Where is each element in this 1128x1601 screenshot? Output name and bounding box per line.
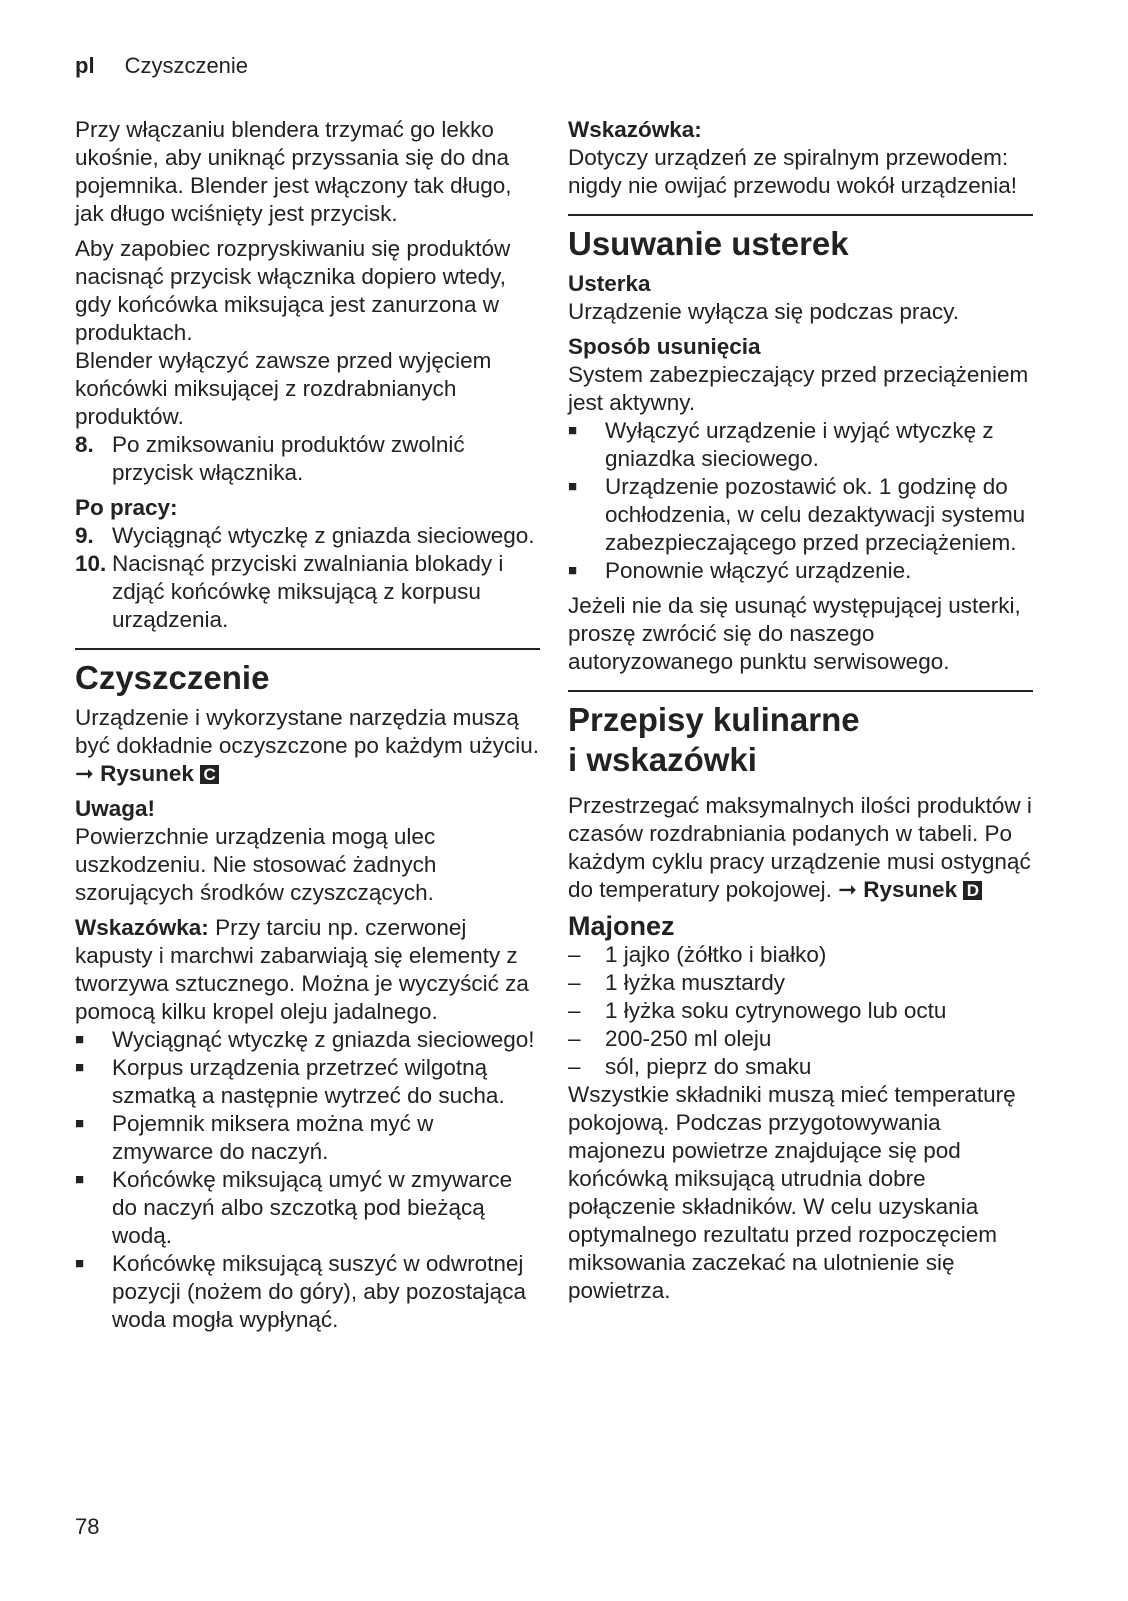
list-item: ■ Urządzenie pozostawić ok. 1 godzinę do ochłodzenia, w celu dezaktywacji systemu zabezpieczającego przed przeciążeniem. — [568, 474, 1026, 555]
divider — [75, 648, 540, 650]
arrow-right-icon: ➞ — [75, 761, 94, 786]
after-use-label: Po pracy: — [75, 495, 178, 520]
square-bullet-icon: ■ — [75, 1255, 85, 1272]
section-heading: Usuwanie usterek — [568, 225, 849, 262]
recipe-heading: Majonez — [568, 911, 675, 941]
tip-label: Wskazówka: — [75, 915, 209, 940]
section-title: Czyszczenie — [124, 53, 249, 78]
tip-text: Dotyczy urządzeń ze spiralnym przewodem: nigdy nie owijać przewodu wokół urządzenia! — [568, 145, 1018, 198]
divider — [568, 690, 1033, 692]
right-column: Wskazówka: Dotyczy urządzeń ze spiralnym przewodem: nigdy nie owijać przewodu wokół urządzenia! Usuwanie usterek Usterka Urządzenie wyłącza się podczas pracy. Sposób usunięcia System zabezpieczający przed przeciążeniem jest aktywny. ■ Wyłączyć urządzenie i wyjąć wtyczkę z gniazdka sieciowego. ■ Urządzenie pozostawić ok. 1 godzinę do ochłodzenia, w celu dezaktywacji systemu zabezpieczającego przed przeciążeniem. ■ Ponownie włączyć urządzenie. Jeżeli nie da się usunąć występującej usterki, proszę zwrócić się do naszego autoryzowanego punktu serwisowego. Przepisy kulinarne i wskazówki Przestrzegać maksymalnych ilości produktów i czasów rozdrabniania podanych w tabeli. Po każdym cyklu pracy urządzenie musi ostygnąć do temperatury pokojowej. ➞ Rysunek D Majonez – 1 jajko (żółtko i białko) – 1 łyżka musztardy – 1 łyżka soku cytrynowego lub octu – 200-250 ml oleju – sól, pieprz do smaku Wszystkie składniki muszą mieć temperaturę pokojową. Podczas przygotowywania majonezu powietrze znajdujące się pod końcówką miksującą utrudnia dobre połączenie składników. W celu uzyskania optymalnego rezultatu przed rozpoczęciem miksowania zaczekać na ulotnienie się powietrza. — [568, 117, 1032, 1303]
service-text: Jeżeli nie da się usunąć występującej usterki, proszę zwrócić się do naszego autoryzowanego punktu serwisowego. — [568, 593, 1021, 674]
ingredient-item: – 1 łyżka musztardy — [568, 970, 786, 995]
left-column: Przy włączaniu blendera trzymać go lekko ukośnie, aby uniknąć przyssania się do dna pojemnika. Blender jest włączony tak długo, jak długo wciśnięty jest przycisk. Aby zapobiec rozpryskiwaniu się produktów nacisnąć przycisk włącznika dopiero wtedy, gdy końcówka miksująca jest zanurzona w produktach. Blender wyłączyć zawsze przed wyjęciem końcówki miksującej z rozdrabnianych produktów. 8. Po zmiksowaniu produktów zwolnić przycisk włącznika. Po pracy: 9. Wyciągnąć wtyczkę z gniazda sieciowego. 10. Nacisnąć przyciski zwalniania blokady i zdjąć końcówkę miksującą z korpusu urządzenia. Czyszczenie Urządzenie i wykorzystane narzędzia muszą być dokładnie oczyszczone po każdym użyciu. ➞ Rysunek C Uwaga! Powierzchnie urządzenia mogą ulec uszkodzeniu. Nie stosować żadnych szorujących środków czyszczących. Wskazówka: Przy tarciu np. czerwonej kapusty i marchwi zabarwiają się elementy z tworzywa sztucznego. Można je wyczyścić za pomocą kilku kropel oleju jadalnego. ■ Wyciągnąć wtyczkę z gniazda sieciowego! ■ Korpus urządzenia przetrzeć wilgotną szmatką a następnie wytrzeć do sucha. ■ Pojemnik miksera można myć w zmywarce do naczyń. ■ Końcówkę miksującą umyć w zmywarce do naczyń albo szczotką pod bieżącą wodą. ■ Końcówkę miksującą suszyć w odwrotnej pozycji (nożem do góry), aby pozostająca woda mogła wypłynąć. — [75, 117, 539, 1332]
section-heading: Przepisy kulinarne — [568, 701, 860, 738]
warning-label: Uwaga! — [75, 796, 156, 821]
language-code: pl — [75, 53, 95, 78]
square-bullet-icon: ■ — [75, 1171, 85, 1188]
figure-letter-badge: D — [963, 881, 982, 900]
ingredient-item: – 1 łyżka soku cytrynowego lub octu — [568, 998, 947, 1023]
square-bullet-icon: ■ — [75, 1031, 85, 1048]
square-bullet-icon: ■ — [568, 562, 578, 579]
step-9: 9. Wyciągnąć wtyczkę z gniazda sieciowego. — [75, 523, 535, 548]
page-number: 78 — [75, 1514, 100, 1539]
fault-label: Usterka — [568, 271, 651, 296]
list-item: ■ Pojemnik miksera można myć w zmywarce do naczyń. — [75, 1111, 434, 1164]
page-header — [75, 52, 248, 80]
section-heading: Czyszczenie — [75, 659, 270, 696]
list-item: ■ Ponownie włączyć urządzenie. — [568, 558, 912, 583]
list-item: ■ Korpus urządzenia przetrzeć wilgotną szmatką a następnie wytrzeć do sucha. — [75, 1055, 505, 1108]
square-bullet-icon: ■ — [75, 1115, 85, 1132]
fix-text: System zabezpieczający przed przeciążeniem jest aktywny. — [568, 362, 1029, 415]
warning-text: Powierzchnie urządzenia mogą ulec uszkodzeniu. Nie stosować żadnych szorujących środków czyszczących. — [75, 824, 437, 905]
recipe-text: Wszystkie składniki muszą mieć temperaturę pokojową. Podczas przygotowywania majonezu powietrze znajdujące się pod końcówką miksującą utrudnia dobre połączenie składników. W celu uzyskania optymalnego rezultatu przed rozpoczęciem miksowania zaczekać na ulotnienie się powietrza. — [568, 1082, 1016, 1303]
square-bullet-icon: ■ — [568, 422, 578, 439]
ingredient-item: – sól, pieprz do smaku — [568, 1054, 812, 1079]
step-10: 10. Nacisnąć przyciski zwalniania blokady i zdjąć końcówkę miksującą z korpusu urządzenia. — [75, 551, 504, 632]
step-8: 8. Po zmiksowaniu produktów zwolnić przycisk włącznika. — [75, 432, 465, 485]
tip-label: Wskazówka: — [568, 117, 702, 142]
square-bullet-icon: ■ — [568, 478, 578, 495]
section-heading-line2: i wskazówki — [568, 741, 757, 778]
ingredient-item: – 200-250 ml oleju — [568, 1026, 772, 1051]
fault-text: Urządzenie wyłącza się podczas pracy. — [568, 299, 960, 324]
arrow-right-icon: ➞ — [838, 877, 858, 902]
list-item: ■ Wyłączyć urządzenie i wyjąć wtyczkę z gniazdka sieciowego. — [568, 418, 994, 471]
list-item: ■ Końcówkę miksującą suszyć w odwrotnej pozycji (nożem do góry), aby pozostająca woda mogła wypłynąć. — [75, 1251, 526, 1332]
square-bullet-icon: ■ — [75, 1059, 85, 1076]
paragraph: Przy włączaniu blendera trzymać go lekko ukośnie, aby uniknąć przyssania się do dna pojemnika. Blender jest włączony tak długo, jak długo wciśnięty jest przycisk. — [75, 117, 512, 226]
list-item: ■ Końcówkę miksującą umyć w zmywarce do naczyń albo szczotką pod bieżącą wodą. — [75, 1167, 513, 1248]
list-item: ■ Wyciągnąć wtyczkę z gniazda sieciowego! — [75, 1027, 535, 1052]
figure-letter-badge: C — [200, 765, 219, 784]
paragraph: Aby zapobiec rozpryskiwaniu się produktów nacisnąć przycisk włącznika dopiero wtedy, gdy końcówka miksująca jest zanurzona w produktach. — [75, 236, 511, 345]
fix-label: Sposób usunięcia — [568, 334, 761, 359]
ingredient-item: – 1 jajko (żółtko i białko) — [568, 942, 827, 967]
paragraph: Blender wyłączyć zawsze przed wyjęciem końcówki miksującej z rozdrabnianych produktów. — [75, 348, 492, 429]
divider — [568, 214, 1033, 216]
